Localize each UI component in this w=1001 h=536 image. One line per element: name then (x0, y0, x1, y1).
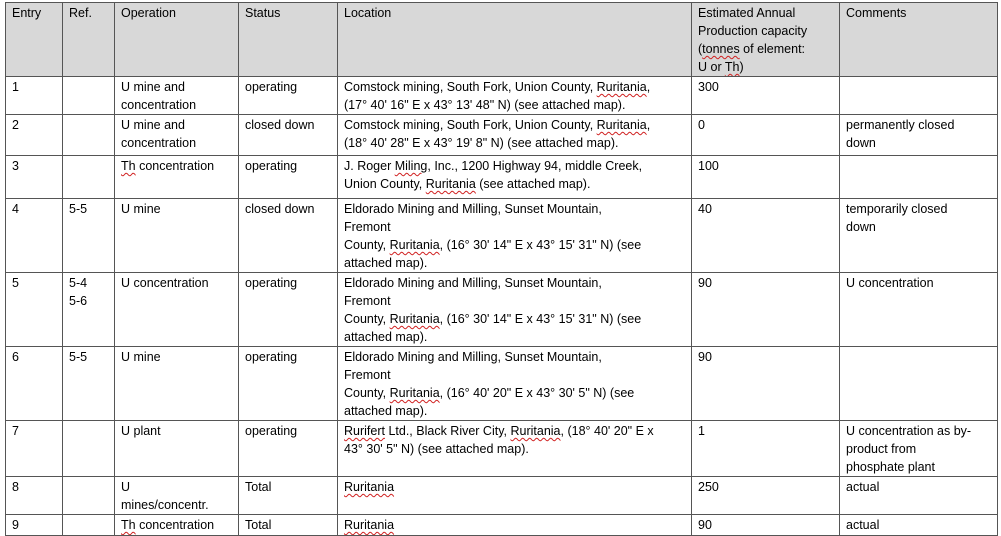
cell-comments: U concentration as by- product from phosphate plant (840, 421, 998, 477)
header-ref: Ref. (63, 3, 115, 77)
cell-ref (63, 77, 115, 115)
header-location: Location (338, 3, 692, 77)
cell-capacity: 40 (692, 199, 840, 273)
cell-status: operating (239, 77, 338, 115)
table-row (6, 477, 998, 515)
cell-ref (63, 477, 115, 515)
cell-operation: Th concentration (115, 515, 239, 536)
cell-status: closed down (239, 199, 338, 273)
cell-location: J. Roger Miling, Inc., 1200 Highway 94, middle Creek, Union County, Ruritania (see attached map). (338, 156, 692, 199)
cell-comments: U concentration (840, 273, 998, 347)
cell-capacity: 90 (692, 515, 840, 536)
header-capacity: Estimated Annual Production capacity (tonnes of element: U or Th) (692, 3, 840, 77)
cell-ref (63, 156, 115, 199)
cell-location: Eldorado Mining and Milling, Sunset Mountain, Fremont County, Ruritania, (16° 30' 14" E x 43° 15' 31" N) (see attached map). (338, 199, 692, 273)
cell-entry: 3 (6, 156, 63, 199)
cell-location: Comstock mining, South Fork, Union County, Ruritania, (17° 40' 16" E x 43° 13' 48" N) (see attached map). (338, 77, 692, 115)
cell-entry: 7 (6, 421, 63, 477)
cell-capacity: 90 (692, 273, 840, 347)
cell-entry: 2 (6, 115, 63, 156)
cell-ref (63, 115, 115, 156)
cell-entry: 6 (6, 347, 63, 421)
cell-location: Eldorado Mining and Milling, Sunset Mountain, Fremont County, Ruritania, (16° 30' 14" E x 43° 15' 31" N) (see attached map). (338, 273, 692, 347)
cell-operation: U plant (115, 421, 239, 477)
cell-comments (840, 156, 998, 199)
cell-location: Rurifert Ltd., Black River City, Ruritania, (18° 40' 20" E x 43° 30' 5" N) (see attached map). (338, 421, 692, 477)
table-row (6, 77, 998, 115)
cell-entry: 1 (6, 77, 63, 115)
cell-comments (840, 77, 998, 115)
cell-operation: U mine and concentration (115, 77, 239, 115)
cell-location: Eldorado Mining and Milling, Sunset Mountain, Fremont County, Ruritania, (16° 40' 20" E x 43° 30' 5" N) (see attached map). (338, 347, 692, 421)
cell-capacity: 250 (692, 477, 840, 515)
table-row (6, 347, 998, 421)
cell-status: closed down (239, 115, 338, 156)
cell-comments: actual (840, 515, 998, 536)
header-status: Status (239, 3, 338, 77)
header-operation: Operation (115, 3, 239, 77)
cell-entry: 4 (6, 199, 63, 273)
cell-operation: U mines/concentr. (115, 477, 239, 515)
header-comments: Comments (840, 3, 998, 77)
cell-comments: actual (840, 477, 998, 515)
cell-status: Total (239, 477, 338, 515)
cell-status: Total (239, 515, 338, 536)
table-row (6, 515, 998, 536)
cell-operation: U mine (115, 199, 239, 273)
cell-location: Comstock mining, South Fork, Union County, Ruritania, (18° 40' 28" E x 43° 19' 8" N) (see attached map). (338, 115, 692, 156)
cell-capacity: 300 (692, 77, 840, 115)
cell-ref: 5-4 5-6 (63, 273, 115, 347)
cell-operation: U mine and concentration (115, 115, 239, 156)
table-row (6, 273, 998, 347)
cell-comments (840, 347, 998, 421)
cell-entry: 8 (6, 477, 63, 515)
cell-ref: 5-5 (63, 199, 115, 273)
header-row (6, 3, 998, 77)
cell-operation: Th concentration (115, 156, 239, 199)
cell-capacity: 90 (692, 347, 840, 421)
table-row (6, 199, 998, 273)
cell-location: Ruritania (338, 515, 692, 536)
cell-status: operating (239, 347, 338, 421)
production-table (5, 2, 998, 536)
cell-status: operating (239, 273, 338, 347)
cell-ref: 5-5 (63, 347, 115, 421)
cell-entry: 9 (6, 515, 63, 536)
table-row (6, 421, 998, 477)
cell-comments: temporarily closed down (840, 199, 998, 273)
cell-location: Ruritania (338, 477, 692, 515)
cell-capacity: 100 (692, 156, 840, 199)
cell-capacity: 0 (692, 115, 840, 156)
table-row (6, 115, 998, 156)
cell-operation: U concentration (115, 273, 239, 347)
cell-status: operating (239, 421, 338, 477)
header-entry: Entry (6, 3, 63, 77)
cell-operation: U mine (115, 347, 239, 421)
cell-ref (63, 421, 115, 477)
cell-capacity: 1 (692, 421, 840, 477)
cell-comments: permanently closed down (840, 115, 998, 156)
cell-status: operating (239, 156, 338, 199)
table-row (6, 156, 998, 199)
cell-entry: 5 (6, 273, 63, 347)
cell-ref (63, 515, 115, 536)
